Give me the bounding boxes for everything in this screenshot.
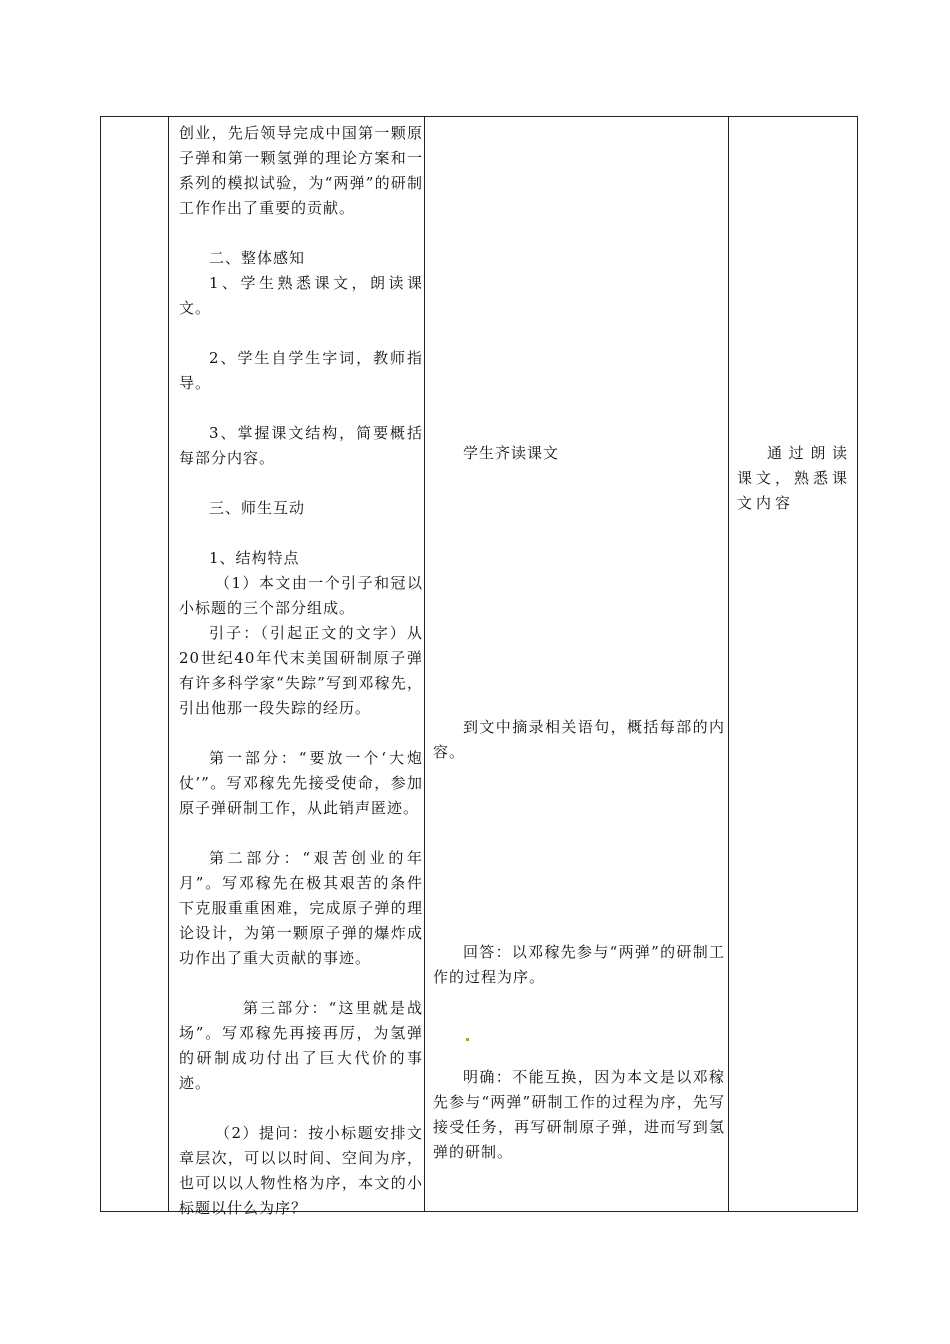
paragraph: 学生齐读课文 <box>463 444 560 462</box>
list-item: 3、掌握课文结构，简要概括每部分内容。 <box>179 424 423 467</box>
subheading-structure: 1、结构特点 <box>209 549 300 567</box>
table-cell-design-intent <box>737 117 851 1211</box>
section-heading-interaction: 三、师生互动 <box>209 499 306 517</box>
column-divider <box>424 117 425 1211</box>
table-cell-label <box>101 117 167 1211</box>
paragraph-part-two: 第二部分：“艰苦创业的年月”。写邓稼先在极其艰苦的条件下克服重重困难，完成原子弹的理论设计，为第一颗原子弹的爆炸成功作出了重大贡献的事迹。 <box>179 849 423 967</box>
paragraph: 到文中摘录相关语句，概括每部的内容。 <box>433 718 725 761</box>
section-heading-overview: 二、整体感知 <box>209 249 306 267</box>
stray-mark <box>466 1038 469 1041</box>
paragraph: 通过朗读课文，熟悉课文内容 <box>737 444 852 512</box>
paragraph-part-one: 第一部分：“要放一个‘大炮仗’”。写邓稼先先接受使命，参加原子弹研制工作，从此销声匿迹。 <box>179 749 423 817</box>
column-divider <box>728 117 729 1211</box>
list-item: 2、学生自学生字词，教师指导。 <box>179 349 423 392</box>
paragraph-intro-continued: 创业，先后领导完成中国第一颗原子弹和第一颗氢弹的理论方案和一系列的模拟试验，为“两弹”的研制工作作出了重要的贡献。 <box>179 124 423 217</box>
table-cell-student-activity <box>433 117 725 1211</box>
column-divider <box>168 117 169 1211</box>
paragraph-part-three: 第三部分：“这里就是战场”。写邓稼先再接再厉，为氢弹的研制成功付出了巨大代价的事迹。 <box>179 999 423 1092</box>
paragraph-prologue: 引子：（引起正文的文字）从20世纪40年代末美国研制原子弹有许多科学家“失踪”写到邓稼先，引出他那一段失踪的经历。 <box>179 624 423 717</box>
lesson-table <box>100 116 858 1217</box>
paragraph-question: （2）提问：按小标题安排文章层次，可以以时间、空间为序，也可以以人物性格为序，本文的小标题以什么为序？ <box>179 1124 423 1217</box>
paragraph: （1）本文由一个引子和冠以小标题的三个部分组成。 <box>179 574 423 617</box>
paragraph: 明确：不能互换，因为本文是以邓稼先参与“两弹”研制工作的过程为序，先写接受任务，再写研制原子弹，进而写到氢弹的研制。 <box>433 1068 725 1161</box>
list-item: 1、学生熟悉课文，朗读课文。 <box>179 274 423 317</box>
paragraph: 回答：以邓稼先参与“两弹”的研制工作的过程为序。 <box>433 943 725 986</box>
table-cell-teaching-process <box>179 117 423 1217</box>
